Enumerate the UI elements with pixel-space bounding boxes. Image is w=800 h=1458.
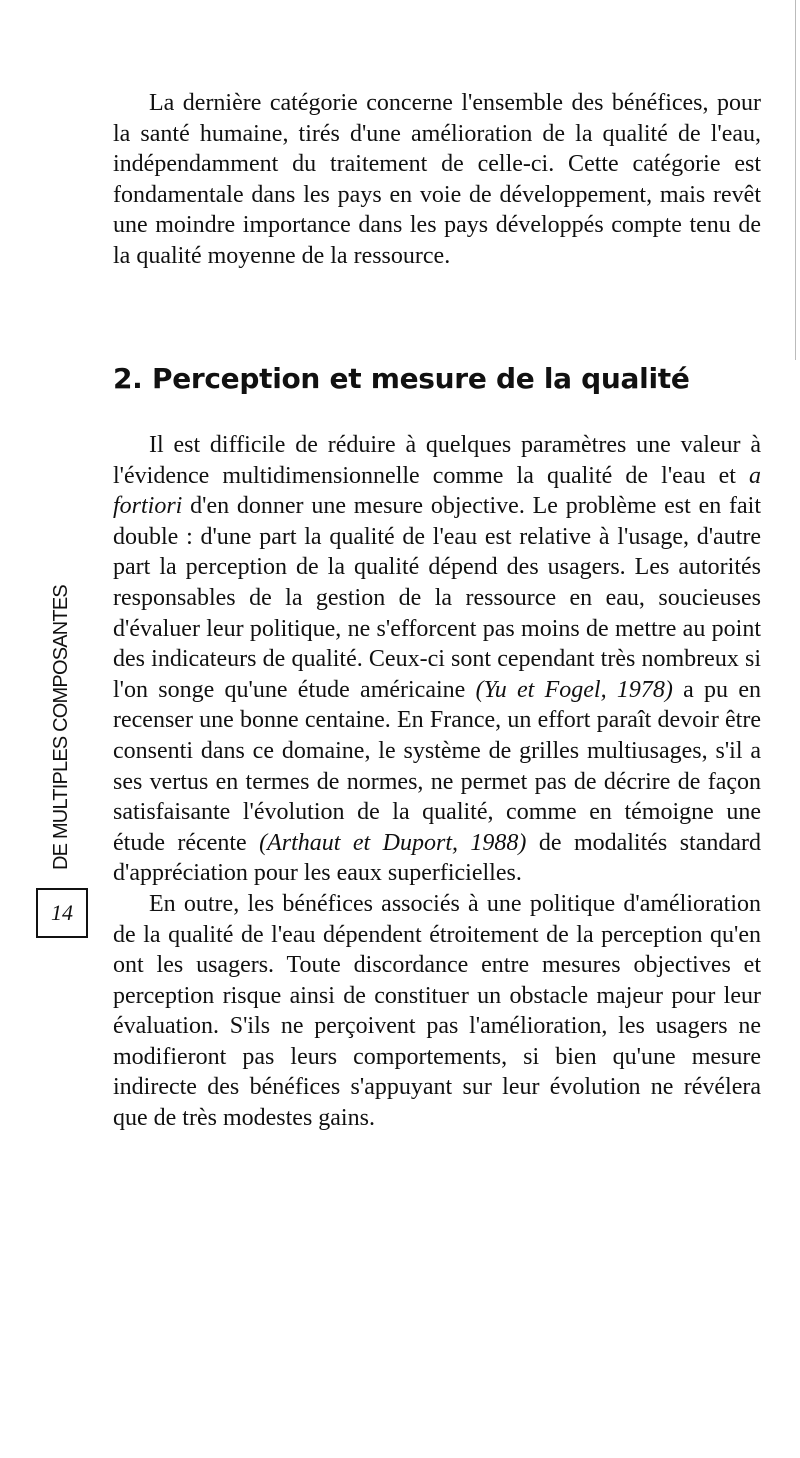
- intro-paragraph: La dernière catégorie concerne l'ensemble des bénéfices, pour la santé humaine, tirés d'une amélioration de la qualité de l'eau, indépendamment du traitement de celle-ci. Cette catégorie est fondamentale dans les pays en voie de développement, mais revêt une moindre importance dans les pays développés compte tenu de la qualité moyenne de la ressource.: [113, 90, 761, 269]
- body-paragraph-1: [113, 430, 761, 889]
- body-paragraph-2: En outre, les bénéfices associés à une politique d'amélioration de la qualité de l'eau dépendent étroitement de la perception qu'en ont les usagers. Toute discordance entre mesures objectives et perception risque ainsi de constituer un obstacle majeur pour leur évaluation. S'ils ne perçoivent pas l'amélioration, les usagers ne modifieront pas leurs comportements, si bien qu'une mesure indirecte des bénéfices s'appuyant sur leur évolution ne révélera que de très modestes gains.: [113, 890, 761, 1132]
- page-number: 14: [36, 888, 88, 938]
- intro-text-block: [113, 88, 761, 272]
- citation-yu-fogel: (Yu et Fogel, 1978): [475, 676, 673, 703]
- paragraph1-part4: de modalités standard d'appréciation pour les eaux superficielles.: [113, 829, 762, 887]
- paragraph1-part1: Il est difficile de réduire à quelques paramètres une valeur à l'évidence multidimensionnelle comme la qualité de l'eau et: [113, 432, 761, 489]
- page-edge-line: [795, 0, 796, 360]
- running-title: DE MULTIPLES COMPOSANTES: [50, 585, 72, 870]
- section-heading: 2. Perception et mesure de la qualité: [113, 362, 690, 395]
- main-text-block: [113, 430, 761, 1134]
- paragraph1-part3: a pu en recenser une bonne centaine. En France, un effort paraît devoir être consenti dans ce domaine, le système de grilles multiusages, s'il a ses vertus en termes de normes, ne permet pas de décrire de façon satisfaisante l'évolution de la qualité, comme en témoigne une étude récente: [113, 676, 761, 856]
- paragraph1-part2: d'en donner une mesure objective. Le problème est en fait double : d'une part la qualité de l'eau est relative à l'usage, d'autre part la perception de la qualité dépend des usagers. Les autorités responsables de la gestion de la ressource en eau, soucieuses d'évaluer leur politique, ne s'efforcent pas moins de mettre au point des indicateurs de qualité. Ceux-ci sont cependant très nombreux si l'on songe qu'une étude américaine: [113, 493, 761, 703]
- citation-arthaut-duport: (Arthaut et Duport, 1988): [259, 829, 527, 856]
- paragraph1-emphasis: a fortiori: [113, 462, 761, 520]
